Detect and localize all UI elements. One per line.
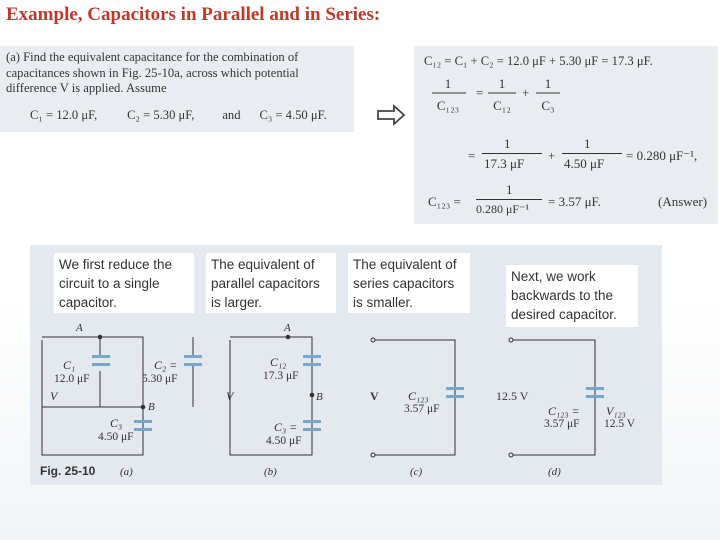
line3-equals: =: [468, 148, 476, 163]
b-c3-value: 4.50 μF: [266, 435, 302, 447]
line3-term2-bar: [562, 153, 622, 154]
c-c123-value: 3.57 μF: [404, 403, 440, 415]
problem-panel: [0, 46, 354, 132]
panel-d-label: (d): [548, 466, 561, 478]
solution-line-2: [424, 74, 584, 120]
implies-arrow-icon: [376, 103, 406, 127]
c3-value: C₃ = 4.50 μF.: [259, 108, 327, 122]
slide-title: Example, Capacitors in Parallel and in Series:: [6, 4, 381, 25]
b-c3-label: C₃ =: [274, 420, 298, 434]
svg-text:=: =: [476, 85, 484, 100]
d-v123-label: V₁₂₃: [606, 404, 626, 418]
line3-term2-den: 4.50 μF: [564, 156, 605, 171]
line3-term2-num: 1: [584, 136, 591, 151]
svg-text:1: 1: [544, 76, 552, 91]
panel-c-label: (c): [410, 466, 423, 478]
c2-value: C₂ = 5.30 μF,: [127, 108, 195, 122]
panel-b-label: (b): [264, 466, 277, 478]
svg-text:1: 1: [498, 76, 506, 91]
and-word: and: [222, 108, 241, 122]
solution-line-1: C₁₂ = C₁ + C₂ = 12.0 μF + 5.30 μF = 17.3 μF.: [424, 54, 653, 68]
d-v-label: 12.5 V: [496, 389, 529, 403]
a-v-label: V: [50, 389, 58, 403]
a-c2-label: C₂ =: [154, 358, 178, 372]
line4-den: 0.280 μF⁻¹: [476, 202, 530, 216]
node-b-label: B: [148, 401, 155, 413]
line4-lhs: C₁₂₃ =: [428, 194, 461, 209]
line4-result: = 3.57 μF.: [548, 194, 601, 209]
problem-line-2: capacitances shown in Fig. 25-10a, across which potential: [6, 65, 299, 80]
d-v123-value: 12.5 V: [604, 418, 636, 430]
solution-panel: [414, 46, 718, 224]
note-series: The equivalent of series capacitors is smaller.: [348, 253, 470, 313]
answer-label: (Answer): [658, 194, 708, 209]
figure-caption: Fig. 25-10: [40, 464, 96, 478]
line3-plus: +: [548, 148, 556, 163]
capacitance-values: [30, 108, 327, 123]
problem-line-3: difference V is applied. Assume: [6, 81, 167, 95]
node-a-label-b: A: [284, 322, 291, 334]
note-reduce: We first reduce the circuit to a single capacitor.: [54, 253, 194, 313]
note-backwards: Next, we work backwards to the desired capacitor.: [506, 265, 638, 327]
line4-bar: [476, 199, 542, 200]
line3-result: = 0.280 μF⁻¹,: [626, 148, 698, 163]
line3-term1-bar: [482, 153, 542, 154]
svg-text:C₁₂₃: C₁₂₃: [436, 98, 460, 113]
problem-line-1: (a) Find the equivalent capacitance for the combination of: [6, 50, 299, 64]
d-c123-value: 3.57 μF: [544, 418, 580, 430]
a-c2-value: 5.30 μF: [142, 373, 178, 385]
panel-a-label: (a): [120, 466, 133, 478]
line4-num: 1: [506, 182, 513, 197]
a-c3-label: C₃: [110, 416, 123, 430]
b-v-label: V: [226, 389, 234, 403]
a-c3-value: 4.50 μF: [98, 431, 134, 443]
line3-term1-num: 1: [504, 136, 511, 151]
c-c123-label: C₁₂₃: [408, 389, 429, 403]
note-parallel: The equivalent of parallel capacitors is larger.: [206, 253, 336, 313]
b-c12-label: C₁₂: [270, 355, 287, 369]
b-c12-value: 17.3 μF: [263, 370, 299, 382]
a-c1-label: C₁: [63, 358, 76, 372]
a-c1-value: 12.0 μF: [54, 373, 90, 385]
node-a-label: A: [76, 322, 83, 334]
node-b-label-b: B: [316, 391, 323, 403]
line3-term1-den: 17.3 μF: [484, 156, 525, 171]
d-c123-label: C₁₂₃ =: [548, 404, 580, 418]
svg-text:1: 1: [444, 76, 452, 91]
svg-text:C₃: C₃: [541, 98, 555, 113]
c1-value: C₁ = 12.0 μF,: [30, 108, 98, 122]
figure-panel: [30, 245, 662, 485]
svg-text:C₁₂: C₁₂: [493, 98, 511, 113]
svg-text:+: +: [522, 85, 530, 100]
problem-text: [6, 50, 350, 97]
c-v-label: V: [370, 389, 379, 403]
circuit-diagrams: [30, 245, 662, 485]
